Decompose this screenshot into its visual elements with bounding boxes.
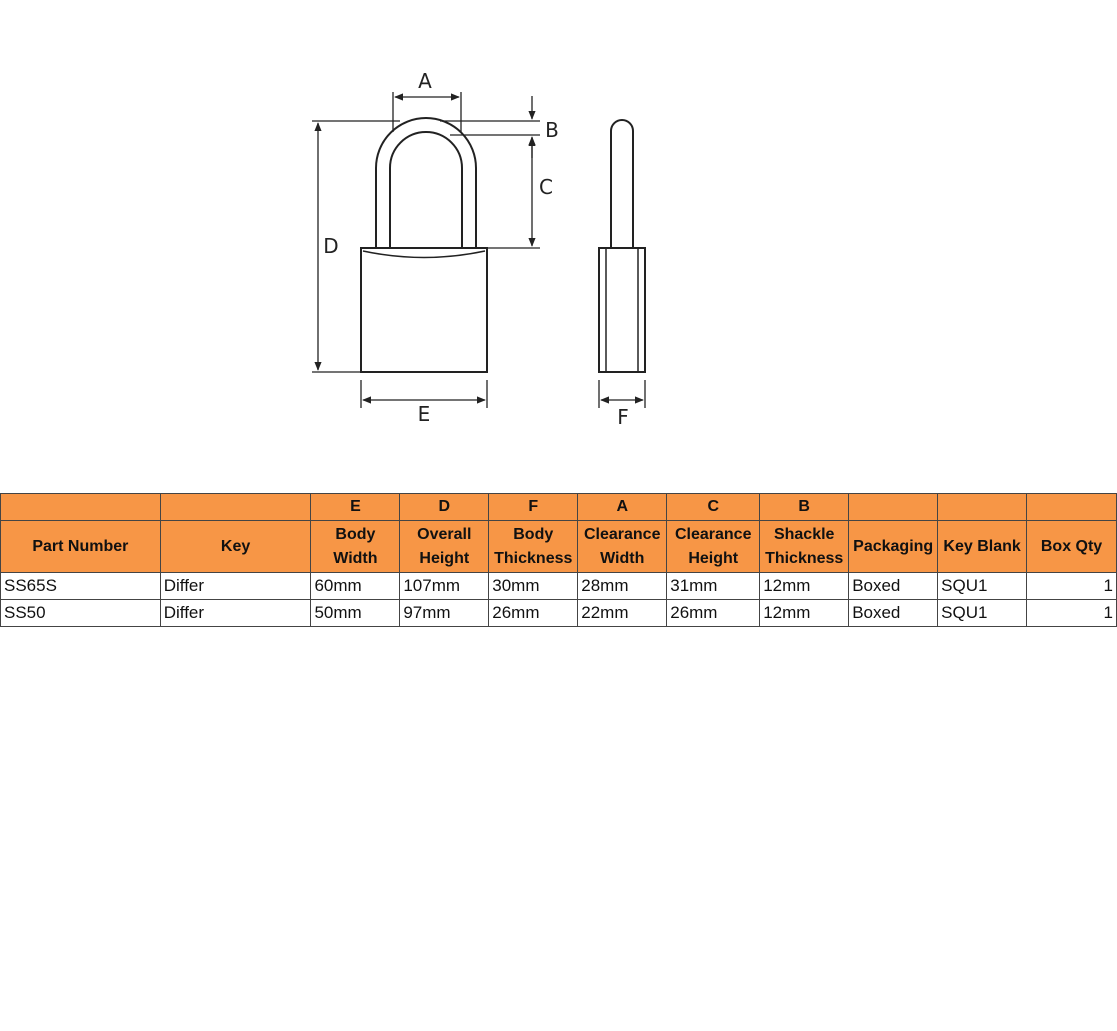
dimension-letter-cell: F — [489, 494, 578, 521]
table-cell: 107mm — [400, 573, 489, 600]
column-header — [578, 521, 667, 573]
table-cell: 97mm — [400, 600, 489, 627]
column-header-text: Height — [419, 549, 470, 567]
table-cell: Boxed — [849, 600, 938, 627]
column-header-text: Width — [333, 549, 378, 567]
column-header — [489, 521, 578, 573]
table-cell: 26mm — [667, 600, 760, 627]
column-header-text: Clearance — [583, 525, 661, 543]
table-cell: 30mm — [489, 573, 578, 600]
column-header-text: Height — [688, 549, 739, 567]
dimension-letter-cell — [1027, 494, 1117, 521]
column-header-text: Part Number — [32, 537, 129, 555]
table-cell: SQU1 — [938, 573, 1027, 600]
dimension-letter-cell — [938, 494, 1027, 521]
column-header-text: Body — [513, 525, 554, 543]
column-header-text: Key Blank — [943, 537, 1021, 555]
column-header-text: Box Qty — [1040, 537, 1103, 555]
front-body-top-curve — [363, 251, 485, 258]
column-header-text: Packaging — [853, 537, 934, 555]
table-cell: 50mm — [311, 600, 400, 627]
dimension-letter-row — [1, 494, 1117, 521]
dim-label-b: B — [545, 118, 559, 142]
dim-label-e: E — [417, 402, 431, 426]
column-header — [400, 521, 489, 573]
column-header-text: Width — [600, 549, 645, 567]
dim-label-d: D — [323, 234, 339, 258]
front-body — [361, 248, 487, 372]
column-header — [667, 521, 760, 573]
dimension-letter-cell: A — [578, 494, 667, 521]
column-header — [1027, 521, 1117, 573]
column-header — [938, 521, 1027, 573]
table-cell: SS65S — [1, 573, 161, 600]
column-header-text: Thickness — [494, 549, 573, 567]
table-body — [1, 573, 1117, 627]
table-cell: Differ — [160, 600, 311, 627]
table-cell: SQU1 — [938, 600, 1027, 627]
dimension-letter-cell: C — [667, 494, 760, 521]
table-cell: 60mm — [311, 573, 400, 600]
column-header-text: Overall — [417, 525, 472, 543]
column-header-text: Thickness — [765, 549, 844, 567]
table-cell: 22mm — [578, 600, 667, 627]
column-header-row — [1, 521, 1117, 573]
column-header-text: Shackle — [773, 525, 835, 543]
column-header — [311, 521, 400, 573]
dimension-letter-cell: D — [400, 494, 489, 521]
padlock-dimension-diagram — [0, 0, 1117, 470]
padlock-spec-table — [0, 493, 1117, 627]
table-cell: 1 — [1027, 600, 1117, 627]
column-header-text: Body — [335, 525, 376, 543]
table-row — [1, 600, 1117, 627]
table-cell: 26mm — [489, 600, 578, 627]
column-header-text: Key — [220, 537, 251, 555]
dimension-letter-cell — [160, 494, 311, 521]
table-cell: 12mm — [760, 573, 849, 600]
column-header — [1, 521, 161, 573]
dim-label-a: A — [418, 69, 432, 93]
dimension-letter-cell — [1, 494, 161, 521]
dimension-letter-cell: E — [311, 494, 400, 521]
column-header — [849, 521, 938, 573]
dim-label-f: F — [617, 405, 629, 429]
dim-label-c: C — [539, 175, 553, 199]
column-header — [760, 521, 849, 573]
dimension-letter-cell: B — [760, 494, 849, 521]
side-shackle — [611, 120, 633, 248]
dimension-letter-cell — [849, 494, 938, 521]
table-cell: 31mm — [667, 573, 760, 600]
table-cell: 12mm — [760, 600, 849, 627]
table-cell: SS50 — [1, 600, 161, 627]
front-shackle-inner — [390, 132, 462, 248]
table-cell: 1 — [1027, 573, 1117, 600]
column-header — [160, 521, 311, 573]
table-row — [1, 573, 1117, 600]
table-cell: Boxed — [849, 573, 938, 600]
table-cell: Differ — [160, 573, 311, 600]
column-header-text: Clearance — [674, 525, 752, 543]
table-cell: 28mm — [578, 573, 667, 600]
